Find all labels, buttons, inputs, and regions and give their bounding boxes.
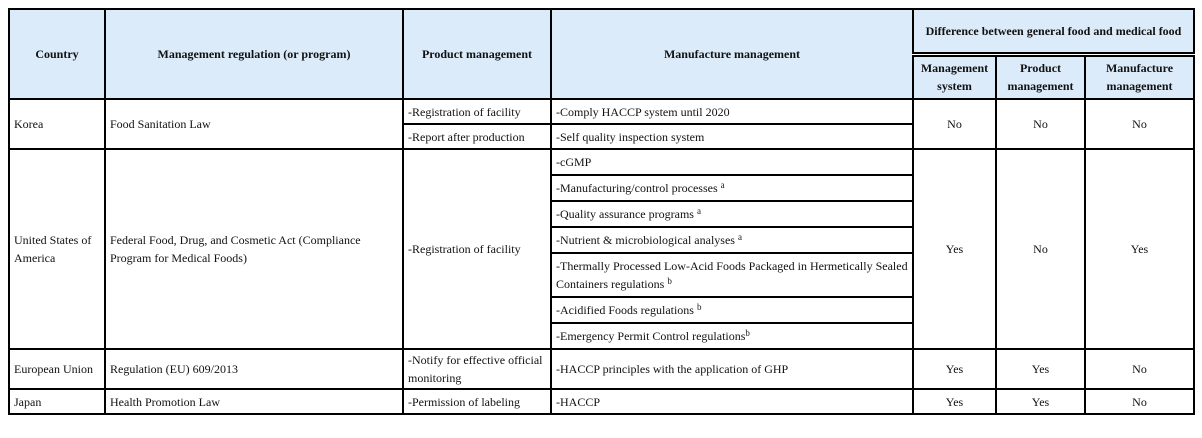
country-cell: European Union bbox=[9, 349, 105, 389]
diff-manufacture-cell: Yes bbox=[1085, 149, 1194, 349]
manufacture-text: -Thermally Processed Low-Acid Foods Packaged in Hermetically Sealed Containers regulations bbox=[556, 259, 908, 291]
manufacture-cell bbox=[551, 323, 913, 349]
header-country: Country bbox=[9, 9, 105, 99]
diff-product-cell: Yes bbox=[996, 349, 1085, 389]
manufacture-cell: -HACCP principles with the application of GHP bbox=[551, 349, 913, 389]
country-cell: Korea bbox=[9, 99, 105, 149]
regulation-cell: Regulation (EU) 609/2013 bbox=[105, 349, 403, 389]
diff-manufacture-cell: No bbox=[1085, 349, 1194, 389]
product-cell: -Notify for effective official monitoring bbox=[403, 349, 551, 389]
manufacture-text: -Quality assurance programs bbox=[556, 207, 697, 221]
country-cell: United States of America bbox=[9, 149, 105, 349]
footnote-mark: a bbox=[737, 232, 742, 242]
table-row-usa bbox=[9, 149, 1194, 175]
manufacture-cell bbox=[551, 201, 913, 227]
table-row-eu bbox=[9, 349, 1194, 389]
regulation-comparison-table bbox=[8, 8, 1195, 415]
header-difference-group: Difference between general food and medical food bbox=[913, 9, 1194, 54]
diff-product-cell: No bbox=[996, 149, 1085, 349]
diff-management-system-cell: Yes bbox=[913, 349, 996, 389]
diff-management-system-cell: Yes bbox=[913, 389, 996, 414]
manufacture-cell bbox=[551, 227, 913, 253]
product-cell: -Registration of facility bbox=[403, 149, 551, 349]
footnote-mark: a bbox=[696, 206, 701, 216]
table-row-korea bbox=[9, 99, 1194, 124]
manufacture-cell bbox=[551, 175, 913, 201]
manufacture-text: -Manufacturing/control processes bbox=[556, 181, 721, 195]
country-cell: Japan bbox=[9, 389, 105, 414]
manufacture-text: -Nutrient & microbiological analyses bbox=[556, 233, 738, 247]
product-cell: -Report after production bbox=[403, 124, 551, 149]
subheader-management-system: Management system bbox=[913, 54, 996, 99]
manufacture-cell bbox=[551, 149, 913, 175]
regulation-cell: Health Promotion Law bbox=[105, 389, 403, 414]
regulation-cell: Food Sanitation Law bbox=[105, 99, 403, 149]
subheader-manufacture-management: Manufacture management bbox=[1085, 54, 1194, 99]
diff-product-cell: No bbox=[996, 99, 1085, 149]
manufacture-cell: -HACCP bbox=[551, 389, 913, 414]
header-manufacture-management: Manufacture management bbox=[551, 9, 913, 99]
footnote-mark: b bbox=[667, 276, 672, 286]
header-product-management: Product management bbox=[403, 9, 551, 99]
manufacture-cell: -Comply HACCP system until 2020 bbox=[551, 99, 913, 124]
manufacture-text: -Acidified Foods regulations bbox=[556, 303, 697, 317]
diff-manufacture-cell: No bbox=[1085, 389, 1194, 414]
header-regulation: Management regulation (or program) bbox=[105, 9, 403, 99]
table-row-japan bbox=[9, 389, 1194, 414]
footnote-mark: b bbox=[696, 302, 702, 312]
manufacture-cell: -Self quality inspection system bbox=[551, 124, 913, 149]
diff-management-system-cell: No bbox=[913, 99, 996, 149]
manufacture-text: -cGMP bbox=[556, 155, 592, 169]
diff-product-cell: Yes bbox=[996, 389, 1085, 414]
product-cell: -Registration of facility bbox=[403, 99, 551, 124]
diff-manufacture-cell: No bbox=[1085, 99, 1194, 149]
subheader-product-management: Product management bbox=[996, 54, 1085, 99]
diff-management-system-cell: Yes bbox=[913, 149, 996, 349]
comparison-table-container bbox=[8, 8, 1195, 415]
regulation-cell: Federal Food, Drug, and Cosmetic Act (Compliance Program for Medical Foods) bbox=[105, 149, 403, 349]
product-cell: -Permission of labeling bbox=[403, 389, 551, 414]
footnote-mark: b bbox=[745, 328, 750, 338]
manufacture-cell bbox=[551, 253, 913, 297]
footnote-mark: a bbox=[720, 180, 725, 190]
manufacture-text: -Emergency Permit Control regulations bbox=[556, 329, 746, 343]
manufacture-cell bbox=[551, 297, 913, 323]
